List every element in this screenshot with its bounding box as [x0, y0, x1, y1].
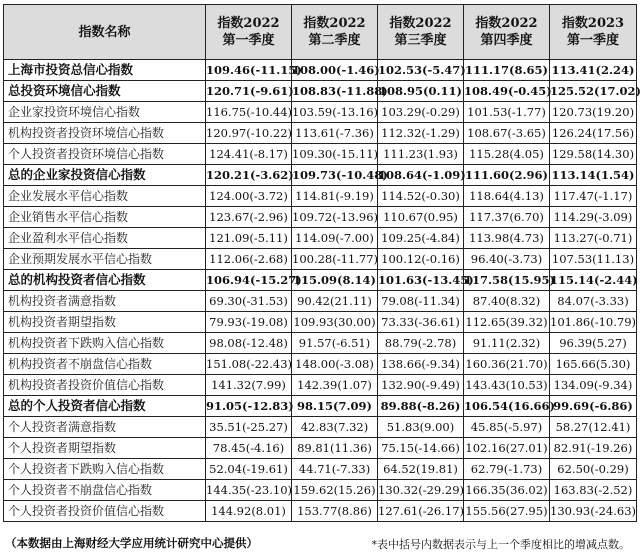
- row-value-cell: 91.11(2.32): [464, 333, 550, 354]
- row-value-cell: 109.72(-13.96): [292, 207, 378, 228]
- row-value-cell: 62.50(-0.29): [550, 459, 637, 480]
- row-value-cell: 115.14(-2.44): [550, 270, 637, 291]
- row-index-name: 个人投资者期望指数: [4, 438, 206, 459]
- row-value-cell: 143.43(10.53): [464, 375, 550, 396]
- row-value-cell: 96.39(5.27): [550, 333, 637, 354]
- row-index-name: 上海市投资总信心指数: [4, 60, 206, 81]
- row-value-cell: 141.32(7.99): [206, 375, 292, 396]
- row-value-cell: 44.71(-7.33): [292, 459, 378, 480]
- row-value-cell: 82.91(-19.26): [550, 438, 637, 459]
- row-value-cell: 106.94(-15.27): [206, 270, 292, 291]
- table-row: [4, 123, 637, 144]
- row-value-cell: 52.04(-19.61): [206, 459, 292, 480]
- row-index-name: 机构投资者投资价值信心指数: [4, 375, 206, 396]
- row-index-name: 个人投资者下跌购入信心指数: [4, 459, 206, 480]
- row-value-cell: 115.09(8.14): [292, 270, 378, 291]
- row-value-cell: 117.37(6.70): [464, 207, 550, 228]
- row-value-cell: 110.67(0.95): [378, 207, 464, 228]
- table-row: [4, 333, 637, 354]
- row-value-cell: 118.64(4.13): [464, 186, 550, 207]
- investment-confidence-table: [3, 4, 641, 522]
- table-row: [4, 249, 637, 270]
- row-value-cell: 102.53(-5.47): [378, 60, 464, 81]
- row-value-cell: 113.27(-0.71): [550, 228, 637, 249]
- row-value-cell: 79.93(-19.08): [206, 312, 292, 333]
- row-value-cell: 108.95(0.11): [378, 81, 464, 102]
- row-value-cell: 109.73(-10.48): [292, 165, 378, 186]
- row-index-name: 机构投资者期望指数: [4, 312, 206, 333]
- row-index-name: 机构投资者不崩盘信心指数: [4, 354, 206, 375]
- row-value-cell: 69.30(-31.53): [206, 291, 292, 312]
- row-value-cell: 100.28(-11.77): [292, 249, 378, 270]
- row-value-cell: 117.58(15.95): [464, 270, 550, 291]
- row-value-cell: 99.69(-6.86): [550, 396, 637, 417]
- row-value-cell: 120.97(-10.22): [206, 123, 292, 144]
- row-value-cell: 114.81(-9.19): [292, 186, 378, 207]
- row-value-cell: 109.25(-4.84): [378, 228, 464, 249]
- table-row: [4, 186, 637, 207]
- row-value-cell: 89.81(11.36): [292, 438, 378, 459]
- row-value-cell: 100.12(-0.16): [378, 249, 464, 270]
- row-value-cell: 42.83(7.32): [292, 417, 378, 438]
- row-value-cell: 124.41(-8.17): [206, 144, 292, 165]
- row-value-cell: 159.62(15.26): [292, 480, 378, 501]
- row-index-name: 总的机构投资者信心指数: [4, 270, 206, 291]
- row-value-cell: 142.39(1.07): [292, 375, 378, 396]
- row-index-name: 机构投资者投资环境信心指数: [4, 123, 206, 144]
- row-index-name: 总的企业家投资信心指数: [4, 165, 206, 186]
- row-value-cell: 35.51(-25.27): [206, 417, 292, 438]
- row-value-cell: 112.06(-2.68): [206, 249, 292, 270]
- row-value-cell: 101.53(-1.77): [464, 102, 550, 123]
- table-row: [4, 228, 637, 249]
- row-value-cell: 108.64(-1.09): [378, 165, 464, 186]
- row-value-cell: 109.30(-15.11): [292, 144, 378, 165]
- row-value-cell: 165.66(5.30): [550, 354, 637, 375]
- table-row: [4, 102, 637, 123]
- row-value-cell: 79.08(-11.34): [378, 291, 464, 312]
- header-2023-q1: 指数2023 第一季度: [550, 5, 637, 60]
- row-value-cell: 117.47(-1.17): [550, 186, 637, 207]
- row-value-cell: 98.08(-12.48): [206, 333, 292, 354]
- row-value-cell: 103.59(-13.16): [292, 102, 378, 123]
- row-index-name: 机构投资者满意指数: [4, 291, 206, 312]
- table-header-row: [4, 5, 637, 60]
- row-value-cell: 108.67(-3.65): [464, 123, 550, 144]
- header-2022-q4: 指数2022 第四季度: [464, 5, 550, 60]
- row-value-cell: 98.15(7.09): [292, 396, 378, 417]
- row-value-cell: 91.57(-6.51): [292, 333, 378, 354]
- row-index-name: 个人投资者满意指数: [4, 417, 206, 438]
- row-value-cell: 120.71(-9.61): [206, 81, 292, 102]
- data-source-note: （本数据由上海财经大学应用统计研究中心提供）: [5, 536, 258, 550]
- table-row: [4, 459, 637, 480]
- row-value-cell: 144.35(-23.10): [206, 480, 292, 501]
- row-value-cell: 129.58(14.30): [550, 144, 637, 165]
- header-2022-q2: 指数2022 第二季度: [292, 5, 378, 60]
- row-value-cell: 120.73(19.20): [550, 102, 637, 123]
- header-2022-q3: 指数2022 第三季度: [378, 5, 464, 60]
- bracket-explanation-note: *表中括号内数据表示与上一个季度相比的增减点数。: [371, 538, 630, 551]
- row-value-cell: 134.09(-9.34): [550, 375, 637, 396]
- row-value-cell: 120.21(-3.62): [206, 165, 292, 186]
- row-value-cell: 155.56(27.95): [464, 501, 550, 522]
- row-index-name: 个人投资者不崩盘信心指数: [4, 480, 206, 501]
- table-row: [4, 291, 637, 312]
- row-value-cell: 166.35(36.02): [464, 480, 550, 501]
- row-index-name: 总的个人投资者信心指数: [4, 396, 206, 417]
- table-row: [4, 312, 637, 333]
- row-value-cell: 163.83(-2.52): [550, 480, 637, 501]
- row-value-cell: 108.00(-1.46): [292, 60, 378, 81]
- row-index-name: 个人投资者投资价值信心指数: [4, 501, 206, 522]
- row-value-cell: 148.00(-3.08): [292, 354, 378, 375]
- row-value-cell: 64.52(19.81): [378, 459, 464, 480]
- row-value-cell: 114.29(-3.09): [550, 207, 637, 228]
- table-row: [4, 144, 637, 165]
- row-value-cell: 130.93(-24.63): [550, 501, 637, 522]
- row-value-cell: 91.05(-12.83): [206, 396, 292, 417]
- row-value-cell: 62.79(-1.73): [464, 459, 550, 480]
- row-value-cell: 108.83(-11.88): [292, 81, 378, 102]
- table-row: [4, 207, 637, 228]
- table-row: [4, 417, 637, 438]
- row-value-cell: 73.33(-36.61): [378, 312, 464, 333]
- row-value-cell: 151.08(-22.43): [206, 354, 292, 375]
- table-row-total: [4, 81, 637, 102]
- row-index-name: 机构投资者下跌购入信心指数: [4, 333, 206, 354]
- index-table-container: [3, 4, 641, 522]
- row-value-cell: 113.14(1.54): [550, 165, 637, 186]
- row-value-cell: 106.54(16.66): [464, 396, 550, 417]
- row-index-name: 企业预期发展水平信心指数: [4, 249, 206, 270]
- row-value-cell: 127.61(-26.17): [378, 501, 464, 522]
- row-value-cell: 111.60(2.96): [464, 165, 550, 186]
- row-value-cell: 132.90(-9.49): [378, 375, 464, 396]
- row-value-cell: 130.32(-29.29): [378, 480, 464, 501]
- row-value-cell: 116.75(-10.44): [206, 102, 292, 123]
- row-value-cell: 160.36(21.70): [464, 354, 550, 375]
- row-index-name: 企业家投资环境信心指数: [4, 102, 206, 123]
- table-row: [4, 501, 637, 522]
- row-value-cell: 75.15(-14.66): [378, 438, 464, 459]
- row-value-cell: 113.98(4.73): [464, 228, 550, 249]
- row-value-cell: 84.07(-3.33): [550, 291, 637, 312]
- row-index-name: 个人投资者投资环境信心指数: [4, 144, 206, 165]
- row-value-cell: 109.93(30.00): [292, 312, 378, 333]
- row-value-cell: 78.45(-4.16): [206, 438, 292, 459]
- row-value-cell: 109.46(-11.15): [206, 60, 292, 81]
- table-row-total: [4, 165, 637, 186]
- row-value-cell: 114.09(-7.00): [292, 228, 378, 249]
- row-value-cell: 112.32(-1.29): [378, 123, 464, 144]
- row-value-cell: 51.83(9.00): [378, 417, 464, 438]
- row-value-cell: 108.49(-0.45): [464, 81, 550, 102]
- row-value-cell: 101.86(-10.79): [550, 312, 637, 333]
- header-2022-q1: 指数2022 第一季度: [206, 5, 292, 60]
- table-row: [4, 375, 637, 396]
- row-value-cell: 144.92(8.01): [206, 501, 292, 522]
- row-value-cell: 121.09(-5.11): [206, 228, 292, 249]
- row-index-name: 企业盈利水平信心指数: [4, 228, 206, 249]
- row-value-cell: 111.23(1.93): [378, 144, 464, 165]
- row-value-cell: 101.63(-13.45): [378, 270, 464, 291]
- row-value-cell: 90.42(21.11): [292, 291, 378, 312]
- table-footer: [3, 535, 636, 553]
- row-value-cell: 111.17(8.65): [464, 60, 550, 81]
- row-value-cell: 126.24(17.56): [550, 123, 637, 144]
- row-value-cell: 89.88(-8.26): [378, 396, 464, 417]
- row-value-cell: 96.40(-3.73): [464, 249, 550, 270]
- table-row: [4, 480, 637, 501]
- table-row-total: [4, 396, 637, 417]
- row-value-cell: 88.79(-2.78): [378, 333, 464, 354]
- row-value-cell: 113.41(2.24): [550, 60, 637, 81]
- row-value-cell: 107.53(11.13): [550, 249, 637, 270]
- table-row-total: [4, 270, 637, 291]
- row-index-name: 企业发展水平信心指数: [4, 186, 206, 207]
- row-value-cell: 102.16(27.01): [464, 438, 550, 459]
- row-value-cell: 114.52(-0.30): [378, 186, 464, 207]
- row-value-cell: 112.65(39.32): [464, 312, 550, 333]
- row-value-cell: 138.66(-9.34): [378, 354, 464, 375]
- row-value-cell: 115.28(4.05): [464, 144, 550, 165]
- row-value-cell: 58.27(12.41): [550, 417, 637, 438]
- header-index-name: 指数名称: [4, 5, 206, 60]
- row-value-cell: 123.67(-2.96): [206, 207, 292, 228]
- row-index-name: 总投资环境信心指数: [4, 81, 206, 102]
- table-row: [4, 354, 637, 375]
- row-value-cell: 125.52(17.02): [550, 81, 637, 102]
- row-value-cell: 153.77(8.86): [292, 501, 378, 522]
- row-value-cell: 87.40(8.32): [464, 291, 550, 312]
- table-row-total: [4, 60, 637, 81]
- row-value-cell: 103.29(-0.29): [378, 102, 464, 123]
- row-index-name: 企业销售水平信心指数: [4, 207, 206, 228]
- table-row: [4, 438, 637, 459]
- row-value-cell: 124.00(-3.72): [206, 186, 292, 207]
- row-value-cell: 45.85(-5.97): [464, 417, 550, 438]
- row-value-cell: 113.61(-7.36): [292, 123, 378, 144]
